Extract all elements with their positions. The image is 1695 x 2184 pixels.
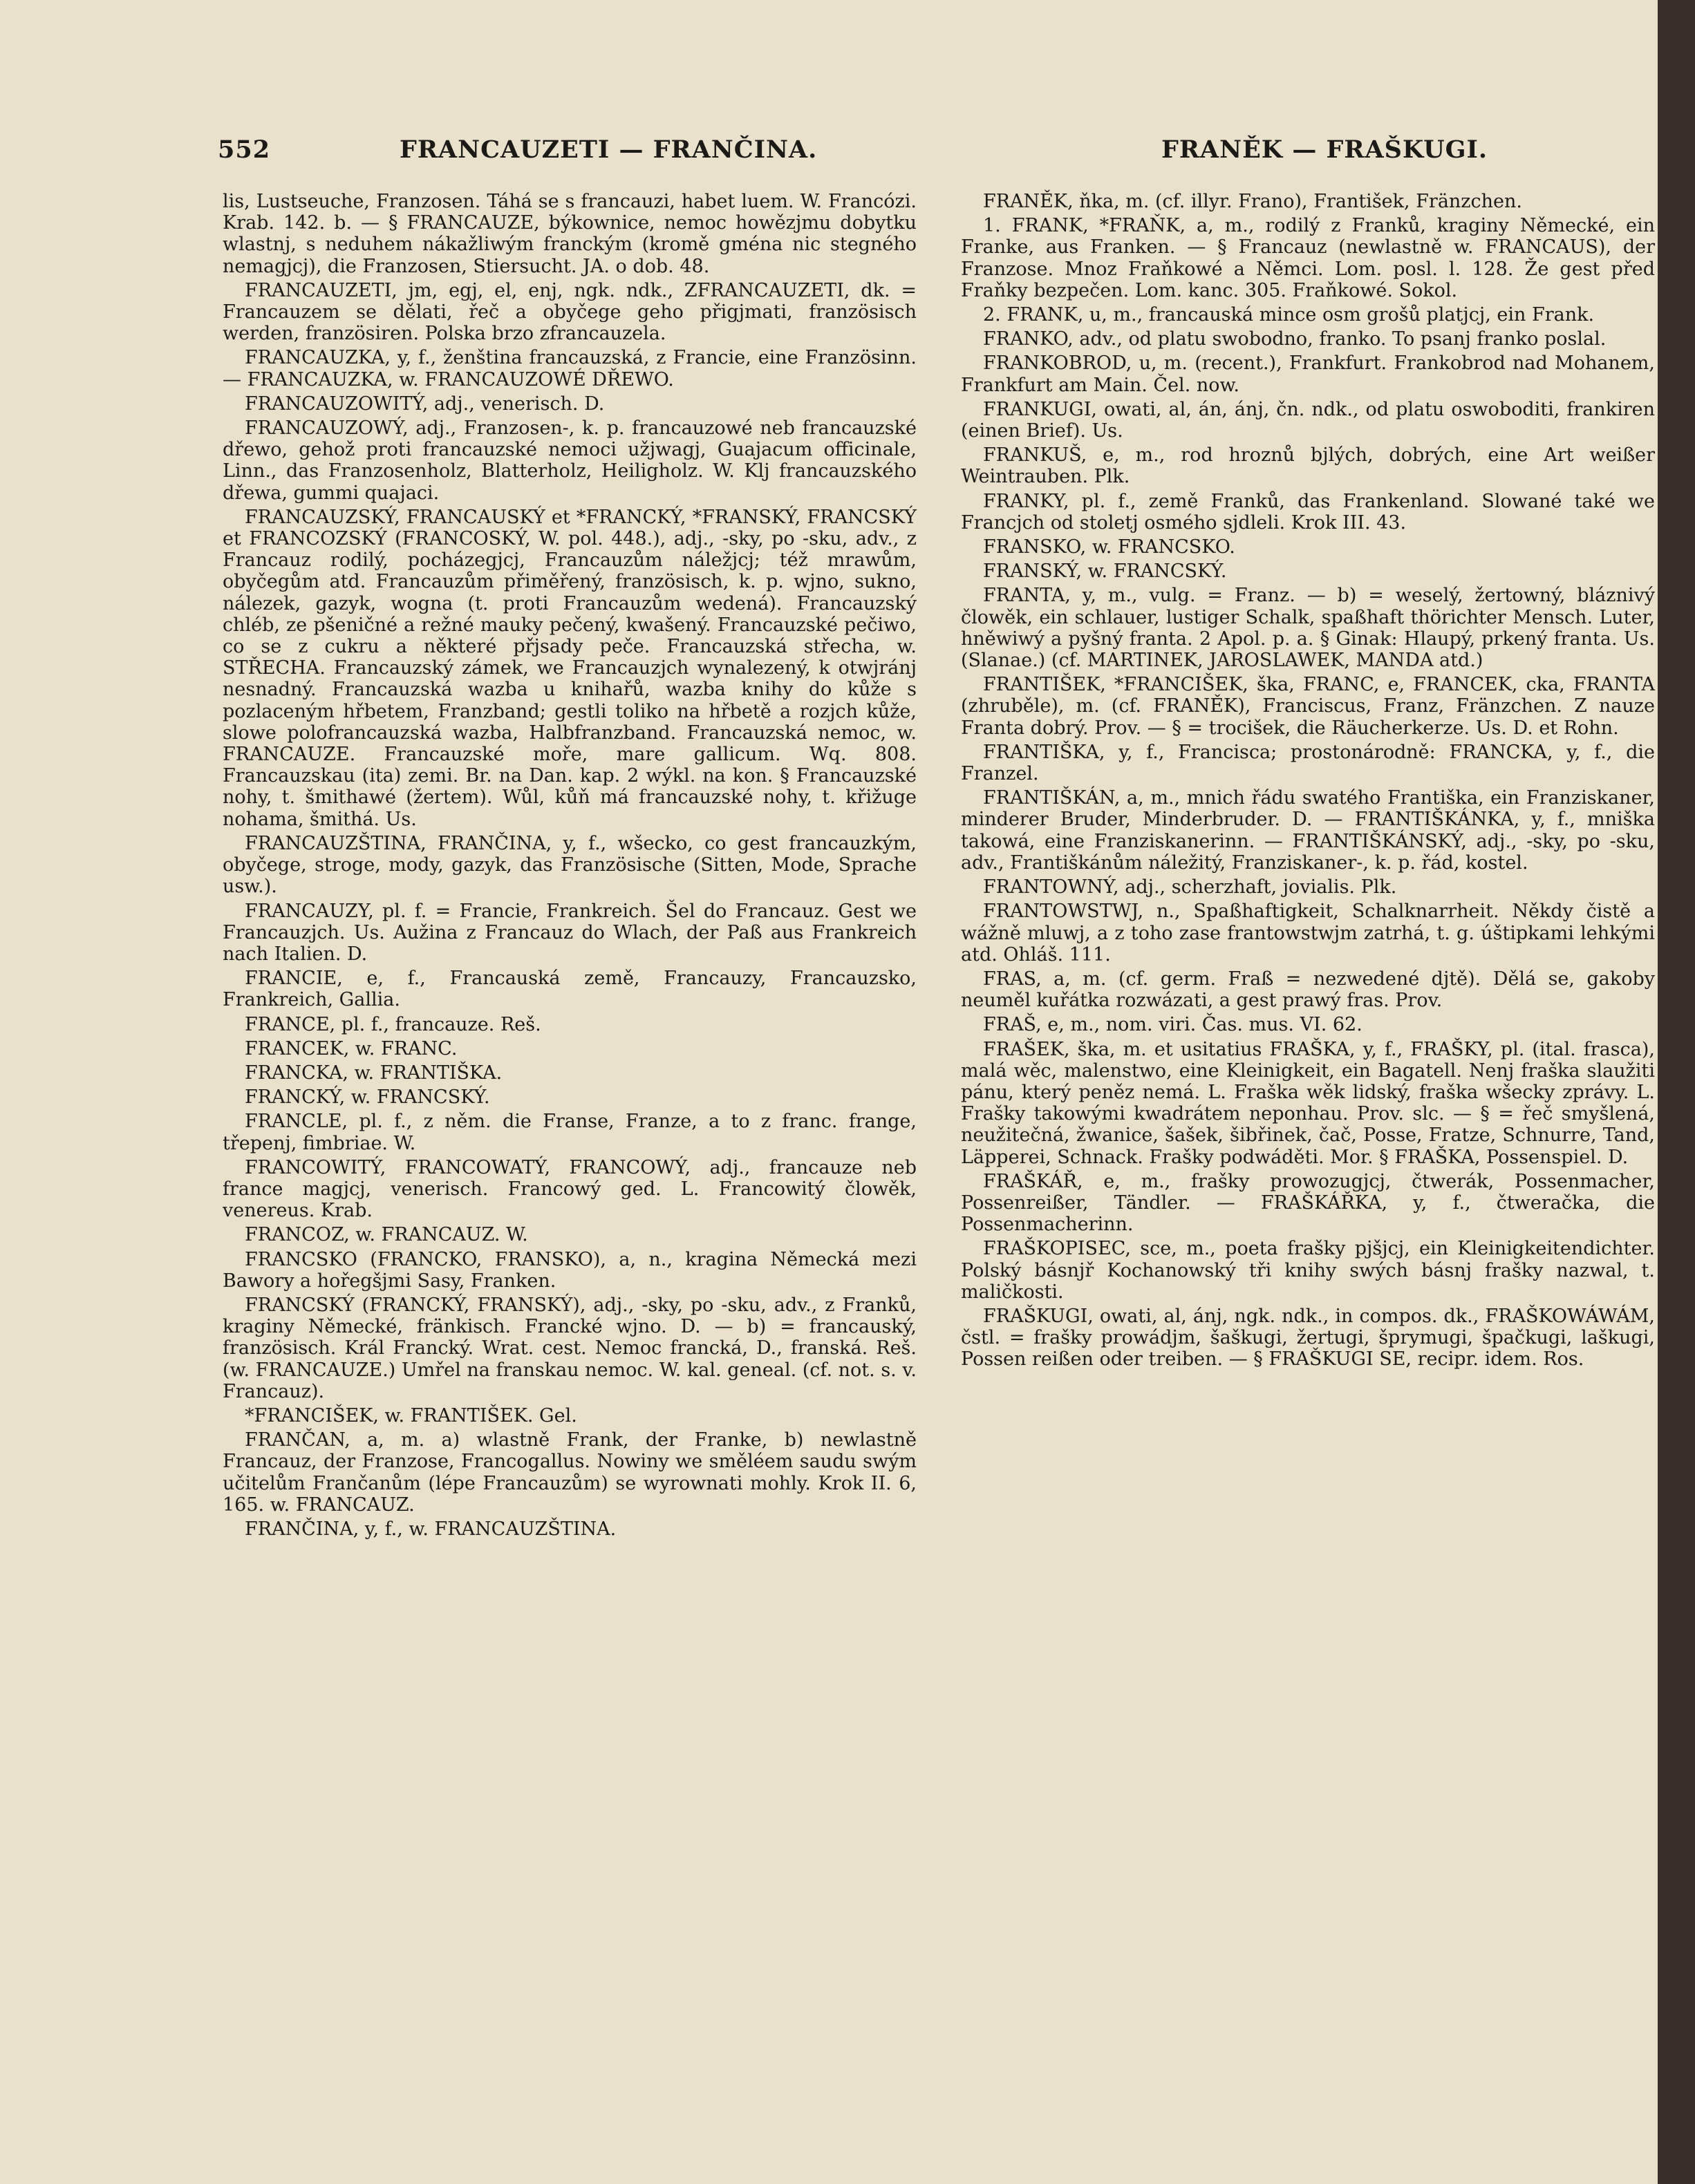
- dictionary-entry: FRAŠKÁŘ, e, m., frašky prowozugjcj, čtwerák, Possenmacher, Possenreißer, Tändler. — FRAŠKÁŘKA, y, f., čtweračka, die Possenmacherinn.: [961, 1170, 1655, 1236]
- dictionary-entry: FRANTIŠKÁN, a, m., mnich řádu swatého Františka, ein Franziskaner, minderer Bruder, Minderbruder. D. — FRANTIŠKÁNKA, y, f., mniška takowá, eine Franziskanerinn. — FRANTIŠKÁNSKÝ, adj., -sky, po -sku, adv., Františkánům náležitý, Franziskaner-, k. p. řád, kostel.: [961, 787, 1655, 874]
- dictionary-entry: FRANCOWITÝ, FRANCOWATÝ, FRANCOWÝ, adj., francauze neb france magjcj, venerisch. Francowý ged. L. Francowitý člowěk, venereus. Krab.: [223, 1156, 917, 1222]
- dictionary-entry: 2. FRANK, u, m., francauská mince osm grošů platjcj, ein Frank.: [983, 304, 1595, 326]
- dictionary-entry: FRANČAN, a, m. a) wlastně Frank, der Franke, b) newlastně Francauz, der Franzose, Francogallus. Nowiny we směléem saudu swým učitelům Frančanům (lépe Francauzům) se wyrownati mohly. Krok II. 6, 165. w. FRANCAUZ.: [223, 1429, 917, 1516]
- dictionary-entry: FRANCKA, w. FRANTIŠKA.: [245, 1062, 503, 1084]
- dictionary-entry: FRANTIŠEK, *FRANCIŠEK, ška, FRANC, e, FRANCEK, cka, FRANTA (zhruběle), m. (cf. FRANĚK), Franciscus, Franz, Fränzchen. Z nauze Franta dobrý. Prov. — § = trocišek, die Räucherkerze. Us. D. et Rohn.: [961, 674, 1655, 739]
- dictionary-entry: FRANTIŠKA, y, f., Francisca; prostonárodně: FRANCKA, y, f., die Franzel.: [961, 741, 1655, 785]
- dictionary-entry: FRANKOBROD, u, m. (recent.), Frankfurt. Frankobrod nad Mohanem, Frankfurt am Main. Čel. now.: [961, 352, 1655, 396]
- dictionary-entry: FRANTOWSTWJ, n., Spaßhaftigkeit, Schalknarrheit. Někdy čistě a wážně mluwj, a z toho zase frantowstwjm zatrhá, t. g. úštipkami lehkými atd. Ohláš. 111.: [961, 901, 1655, 966]
- dictionary-entry: FRANCEK, w. FRANC.: [245, 1037, 458, 1060]
- right-running-header: FRANĚK — FRAŠKUGI.: [1161, 135, 1488, 164]
- dictionary-entry: FRANCAUZOWÝ, adj., Franzosen-, k. p. francauzowé neb francauzské dřewo, gehož proti francauzské nemoci užjwagj, Guajacum officinale, Linn., das Franzosenholz, Blatterholz, Heiligholz. W. Klj francauzského dřewa, gummi quajaci.: [223, 417, 917, 504]
- dictionary-entry: FRANCAUZOWITÝ, adj., venerisch. D.: [245, 393, 605, 415]
- dictionary-entry: FRAS, a, m. (cf. germ. Fraß = nezwedené djtě). Dělá se, gakoby neuměl kuřátka rozwázati, a gest prawý fras. Prov.: [961, 968, 1655, 1012]
- book-spine-edge: [1658, 0, 1695, 2184]
- dictionary-entry: FRAŠ, e, m., nom. viri. Čas. mus. VI. 62.: [983, 1014, 1362, 1036]
- dictionary-entry: FRANCKÝ, w. FRANCSKÝ.: [245, 1086, 490, 1109]
- dictionary-entry: FRANCOZ, w. FRANCAUZ. W.: [245, 1224, 528, 1246]
- dictionary-entry: FRANCIE, e, f., Francauská země, Francauzy, Francauzsko, Frankreich, Gallia.: [223, 968, 917, 1011]
- dictionary-entry: FRANCAUZSKÝ, FRANCAUSKÝ et *FRANCKÝ, *FRANSKÝ, FRANCSKÝ et FRANCOZSKÝ (FRANCOSKÝ, W. pol. 448.), adj., -sky, po -sku, adv., z Francauz rodilý, pocházegjcj, Francauzům náležjcj; též mrawům, obyčegům atd. Francauzům přiměřený, französisch, k. p. wjno, sukno, nálezek, gazyk, wogna (t. proti Francauzům wedená). Francauzský chléb, ze pšeničné a režné mauky pečený, kwašený. Francauzské pečiwo, co se z cukru a některé přjsady peče. Francauzská střecha, w. STŘECHA. Francauzský zámek, we Francauzjch wynalezený, k otwjránj nesnadný. Francauzská wazba u knihařů, wazba knihy do kůže s pozlaceným hřbetem, Franzband; gestli toliko na hřbetě a rozjch kůže, slowe polofrancauzská wazba, Halbfranzband. Francauzská nemoc, w. FRANCAUZE. Francauzské moře, mare gallicum. Wq. 808. Francauzskau (ita) zemi. Br. na Dan. kap. 2 wýkl. na kon. § Francauzské nohy, t. šmithawé (žertem). Wůl, kůň má francauzské nohy, t. křižuge nohama, šmithá. Us.: [223, 506, 917, 830]
- dictionary-entry: FRANKUŠ, e, m., rod hroznů bjlých, dobrých, eine Art weißer Weintrauben. Plk.: [961, 444, 1655, 488]
- left-column: [223, 191, 917, 1543]
- dictionary-entry: FRANKY, pl. f., země Franků, das Frankenland. Slowané také we Francjch od stoletj osmého sjdleli. Krok III. 43.: [961, 490, 1655, 534]
- dictionary-entry: FRANKUGI, owati, al, án, ánj, čn. ndk., od platu oswoboditi, frankiren (einen Brief). Us.: [961, 398, 1655, 442]
- dictionary-entry: FRANCAUZY, pl. f. = Francie, Frankreich. Šel do Francauz. Gest we Francauzjch. Us. Aužina z Francauz do Wlach, der Paß aus Frankreich nach Italien. D.: [223, 900, 917, 965]
- dictionary-entry: FRAŠEK, ška, m. et usitatius FRAŠKA, y, f., FRAŠKY, pl. (ital. frasca), malá wěc, malenstwo, eine Kleinigkeit, ein Bagatell. Nenj fraška slaužiti pánu, který peněz nemá. L. Fraška wěk lidský, fraška wšecky zprávy. L. Frašky takowými kwadrátem neponhau. Prov. slc. — § = řeč smyšlená, neužitečná, žwanice, šašek, šibřinek, čač, Posse, Fratze, Schnurre, Tand, Läpperei, Schnack. Frašky podwáděti. Mor. § FRAŠKA, Possenspiel. D.: [961, 1038, 1655, 1168]
- dictionary-entry: lis, Lustseuche, Franzosen. Táhá se s francauzi, habet luem. W. Francózi. Krab. 142. b. — § FRANCAUZE, býkownice, nemoc howězjmu dobytku wlastnj, s neduhem nákažliwým franckým (kromě gména nic stegného nemagjcj), die Franzosen, Stiersucht. JA. o dob. 48.: [223, 191, 917, 277]
- dictionary-entry: FRANTA, y, m., vulg. = Franz. — b) = weselý, žertowný, bláznivý člowěk, ein schlauer, lustiger Schalk, spaßhaft thörichter Mensch. Luter, hněwiwý a pyšný franta. 2 Apol. p. a. § Ginak: Hlaupý, prkený franta. Us. (Slanae.) (cf. MARTINEK, JAROSLAWEK, MANDA atd.): [961, 585, 1655, 672]
- dictionary-entry: FRAŠKOPISEC, sce, m., poeta frašky pjšjcj, ein Kleinigkeitendichter. Polský básnjř Kochanowský tři knihy swých básnj frašky nazwal, t. maličkosti.: [961, 1238, 1655, 1303]
- dictionary-entry: FRANSKO, w. FRANCSKO.: [983, 536, 1235, 558]
- dictionary-entry: FRANKO, adv., od platu swobodno, franko. To psanj franko poslal.: [983, 328, 1607, 350]
- dictionary-entry: FRAŠKUGI, owati, al, ánj, ngk. ndk., in compos. dk., FRAŠKOWÁWÁM, čstl. = frašky prowádjm, šaškugi, žertugi, šprymugi, špačkugi, laškugi, Possen reißen oder treiben. — § FRAŠKUGI SE, recipr. idem. Ros.: [961, 1305, 1655, 1371]
- dictionary-entry: FRANCAUZETI, jm, egj, el, enj, ngk. ndk., ZFRANCAUZETI, dk. = Francauzem se dělati, řeč a obyčege geho přigjmati, französisch werden, französiren. Polska brzo zfrancauzela.: [223, 279, 917, 345]
- dictionary-entry: FRANCAUZŠTINA, FRANČINA, y, f., wšecko, co gest francauzkým, obyčege, stroge, mody, gazyk, das Französische (Sitten, Mode, Sprache usw.).: [223, 832, 917, 898]
- dictionary-entry: FRANCE, pl. f., francauze. Reš.: [245, 1013, 541, 1035]
- dictionary-entry: FRANCSKO (FRANCKO, FRANSKO), a, n., kragina Německá mezi Bawory a hořegšjmi Sasy, Franken.: [223, 1248, 917, 1292]
- dictionary-entry: FRANTOWNÝ, adj., scherzhaft, jovialis. Plk.: [983, 876, 1397, 898]
- dictionary-entry: FRANCLE, pl. f., z něm. die Franse, Franze, a to z franc. frange, třepenj, fimbriae. W.: [223, 1111, 917, 1154]
- dictionary-entry: *FRANCIŠEK, w. FRANTIŠEK. Gel.: [245, 1404, 577, 1427]
- dictionary-entry: FRANĚK, ňka, m. (cf. illyr. Frano), František, Fränzchen.: [983, 191, 1522, 212]
- dictionary-entry: FRANCSKÝ (FRANCKÝ, FRANSKÝ), adj., -sky, po -sku, adv., z Franků, kraginy Německé, fränkisch. Francké wjno. D. — b) = francauský, französisch. Král Francký. Wrat. cest. Nemoc francká, D., franská. Reš. (w. FRANCAUZE.) Umřel na franskau nemoc. W. kal. geneal. (cf. not. s. v. Francauz).: [223, 1294, 917, 1402]
- dictionary-entry: FRANČINA, y, f., w. FRANCAUZŠTINA.: [245, 1518, 617, 1540]
- left-running-header: FRANCAUZETI — FRANČINA.: [400, 135, 818, 164]
- right-column: [961, 191, 1655, 1373]
- dictionary-entry: FRANCAUZKA, y, f., ženština francauzská, z Francie, eine Französinn. — FRANCAUZKA, w. FRANCAUZOWÉ DŘEWO.: [223, 347, 917, 390]
- page-number: 552: [218, 135, 271, 164]
- dictionary-entry: 1. FRANK, *FRAŇK, a, m., rodilý z Franků, kraginy Německé, ein Franke, aus Franken. — § Francauz (newlastně w. FRANCAUS), der Franzose. Mnoz Fraňkowé a Němci. Lom. posl. l. 128. Že gest před Fraňky bezpečen. Lom. kanc. 305. Fraňkowé. Sokol.: [961, 215, 1655, 301]
- dictionary-entry: FRANSKÝ, w. FRANCSKÝ.: [983, 561, 1227, 583]
